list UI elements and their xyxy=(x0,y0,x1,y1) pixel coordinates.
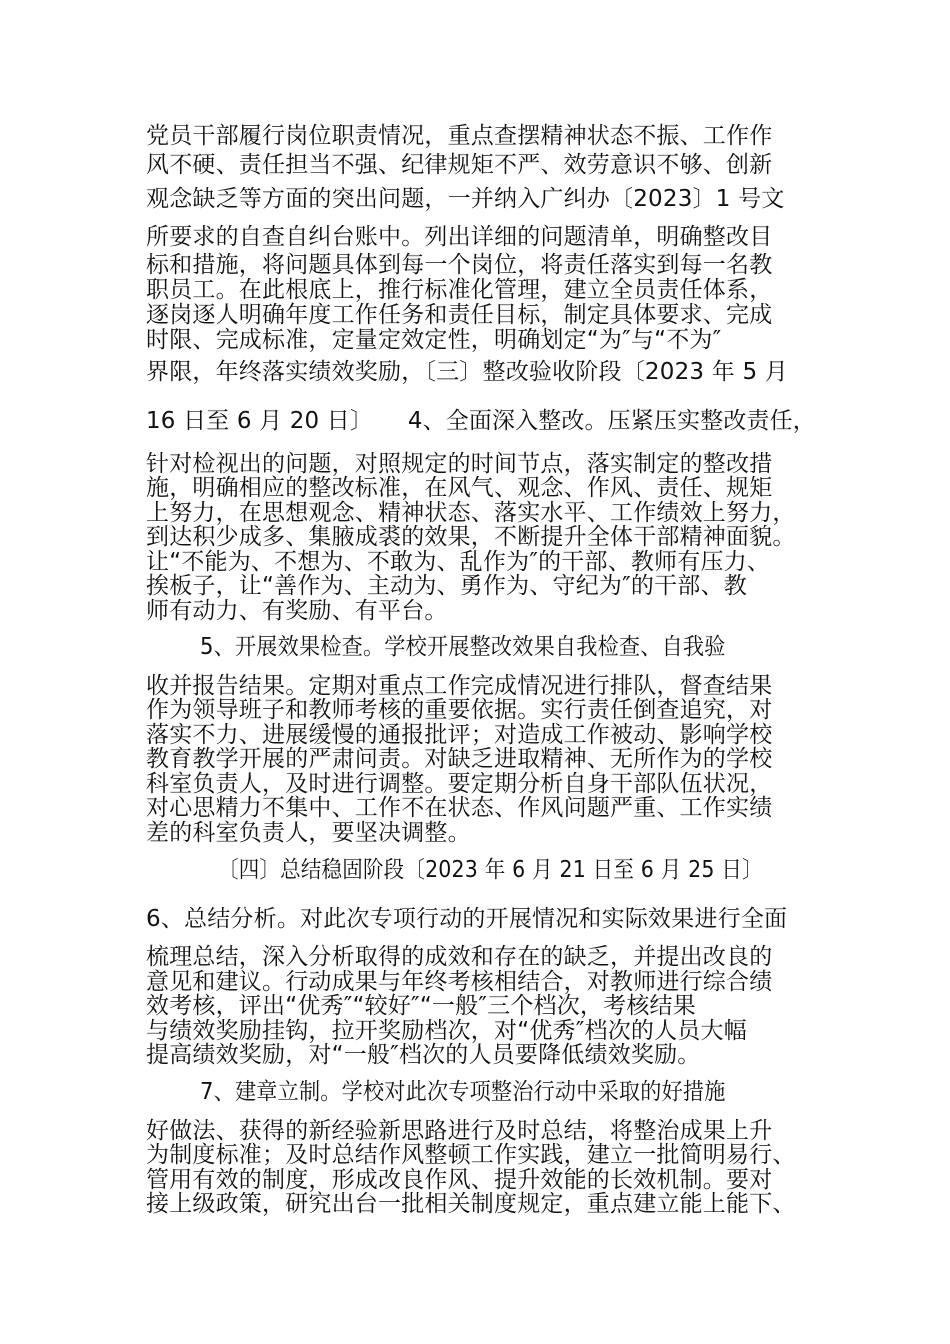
text-line: 作为领导班子和教师考核的重要依据。实行责任倒查追究，对 xyxy=(146,697,773,723)
text-line: 收并报告结果。定期对重点工作完成情况进行排队，督查结果 xyxy=(146,673,773,699)
text-line: 好做法、获得的新经验新思路进行及时总结，将整治成果上升 xyxy=(146,1118,773,1144)
text-line: 7、建章立制。学校对此次专项整治行动中采取的好措施 xyxy=(200,1079,726,1105)
text-line: 〔四〕总结稳固阶段〔2023 年 6 月 21 日至 6 月 25 日〕 xyxy=(218,857,763,883)
text-line: 接上级政策，研究出台一批相关制度规定，重点建立能上能下、 xyxy=(146,1191,796,1217)
text-line: 逐岗逐人明确年度工作任务和责任目标，制定具体要求、完成 xyxy=(146,302,773,328)
text-line: 党员干部履行岗位职责情况，重点查摆精神状态不振、工作作 xyxy=(146,123,773,149)
text-line: 观念缺乏等方面的突出问题，一并纳入广纠办〔2023〕1 号文 xyxy=(146,186,785,212)
text-line: 对心思精力不集中、工作不在状态、作风问题严重、工作实绩 xyxy=(146,795,773,821)
text-line: 到达积少成多、集腋成裘的效果，不断提升全体干部精神面貌。 xyxy=(146,524,796,550)
text-line: 教育教学开展的严肃问责。对缺乏进取精神、无所作为的学校 xyxy=(146,746,773,772)
text-line: 梳理总结，深入分析取得的成效和存在的缺乏，并提出改良的 xyxy=(146,944,773,970)
text-line: 时限、完成标准，定量定效定性，明确划定“为″与“不为″ xyxy=(146,327,722,353)
text-line: 6、总结分析。对此次专项行动的开展情况和实际效果进行全面 xyxy=(146,906,788,932)
text-line: 施，明确相应的整改标准，在风气、观念、作风、责任、规矩 xyxy=(146,475,773,501)
text-line: 所要求的自查自纠台账中。列出详细的问题清单，明确整改目 xyxy=(146,224,773,250)
text-line: 界限，年终落实绩效奖励，〔三〕整改验收阶段〔2023 年 5 月 xyxy=(146,359,788,385)
text-line: 意见和建议。行动成果与年终考核相结合，对教师进行综合绩 xyxy=(146,969,773,995)
text-line: 职员工。在此根底上，推行标准化管理，建立全员责任体系， xyxy=(146,277,773,303)
text-line: 效考核，评出“优秀″“较好″“一般″三个档次，考核结果 xyxy=(146,993,696,1019)
text-line: 16 日至 6 月 20 日〕 4、全面深入整改。压紧压实整改责任， xyxy=(146,408,816,434)
text-line: 标和措施，将问题具体到每一个岗位，将责任落实到每一名教 xyxy=(146,252,773,278)
text-line: 提高绩效奖励，对“一般″档次的人员要降低绩效奖励。 xyxy=(146,1042,701,1068)
text-line: 上努力，在思想观念、精神状态、落实水平、工作绩效上努力， xyxy=(146,500,796,526)
text-line: 管用有效的制度，形成改良作风、提升效能的长效机制。要对 xyxy=(146,1167,773,1193)
text-line: 落实不力、进展缓慢的通报批评；对造成工作被动、影响学校 xyxy=(146,722,773,748)
text-line: 让“不能为、不想为、不敢为、乱作为″的干部、教师有压力、 xyxy=(146,549,771,575)
text-line: 挨板子，让“善作为、主动为、勇作为、守纪为″的干部、教 xyxy=(146,573,747,599)
text-line: 科室负责人，及时进行调整。要定期分析自身干部队伍状况， xyxy=(146,771,773,797)
text-line: 风不硬、责任担当不强、纪律规矩不严、效劳意识不够、创新 xyxy=(146,152,773,178)
text-line: 师有动力、有奖励、有平台。 xyxy=(146,598,448,624)
text-line: 针对检视出的问题，对照规定的时间节点，落实制定的整改措 xyxy=(146,451,773,477)
text-line: 与绩效奖励挂钩，拉开奖励档次，对“优秀″档次的人员大幅 xyxy=(146,1018,747,1044)
text-line: 为制度标准；及时总结作风整顿工作实践，建立一批简明易行、 xyxy=(146,1142,796,1168)
text-line: 5、开展效果检查。学校开展整改效果自我检查、自我验 xyxy=(200,634,726,660)
text-line: 差的科室负责人，要坚决调整。 xyxy=(146,820,471,846)
